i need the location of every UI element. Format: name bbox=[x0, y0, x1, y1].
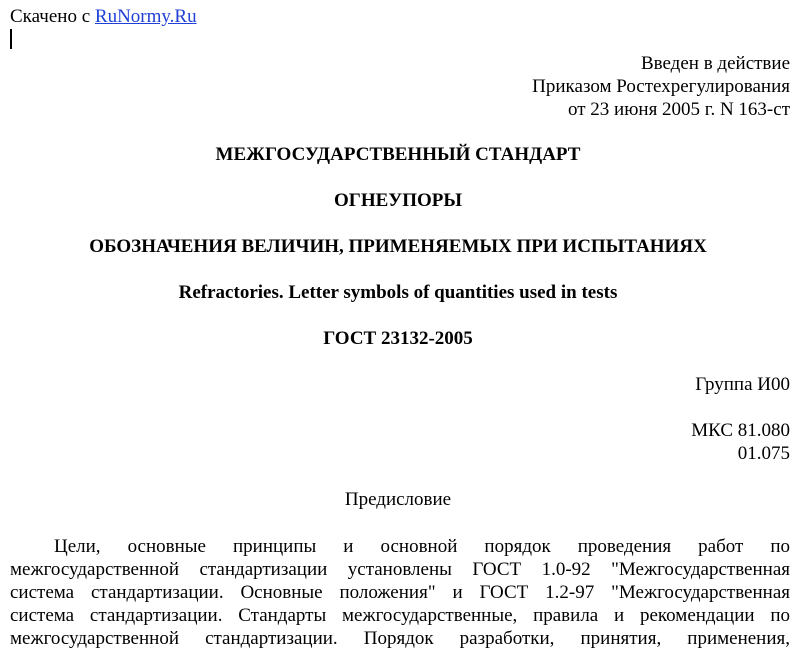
standard-type-heading: МЕЖГОСУДАРСТВЕННЫЙ СТАНДАРТ bbox=[215, 144, 581, 165]
paragraph-line: межгосударственной стандартизации установлены ГОСТ 1.0-92 "Межгосударственная bbox=[10, 559, 790, 580]
text-cursor bbox=[10, 29, 12, 49]
enactment-line-3: от 23 июня 2005 г. N 163-ст bbox=[567, 99, 790, 120]
source-prefix: Скачено с bbox=[10, 6, 95, 27]
enactment-line-1: Введен в действие bbox=[640, 53, 790, 74]
enactment-block bbox=[532, 52, 790, 121]
paragraph-line: межгосударственной стандартизации. Порядок разработки, принятия, применения, bbox=[10, 628, 790, 649]
paragraph-line: система стандартизации. Стандарты межгосударственные, правила и рекомендации по bbox=[10, 605, 790, 626]
foreword-paragraph bbox=[10, 535, 790, 650]
source-line bbox=[10, 5, 197, 28]
mks-code-2: 01.075 bbox=[737, 443, 790, 464]
enactment-line-2: Приказом Ростехрегулирования bbox=[532, 76, 790, 97]
group-code: Группа И00 bbox=[695, 374, 790, 395]
gost-code: ГОСТ 23132-2005 bbox=[323, 328, 473, 349]
paragraph-line: Цели, основные принципы и основной порядок проведения работ по bbox=[54, 536, 790, 557]
paragraph-line: система стандартизации. Основные положения" и ГОСТ 1.2-97 "Межгосударственная bbox=[10, 582, 790, 603]
foreword-heading: Предисловие bbox=[344, 489, 452, 510]
mks-code-1: МКС 81.080 bbox=[691, 420, 790, 441]
document-title-english: Refractories. Letter symbols of quantities used in tests bbox=[178, 282, 618, 303]
document-title: ОБОЗНАЧЕНИЯ ВЕЛИЧИН, ПРИМЕНЯЕМЫХ ПРИ ИСПЫТАНИЯХ bbox=[89, 236, 707, 257]
runormy-link[interactable]: RuNormy.Ru bbox=[94, 6, 197, 27]
subject-heading: ОГНЕУПОРЫ bbox=[333, 190, 463, 211]
